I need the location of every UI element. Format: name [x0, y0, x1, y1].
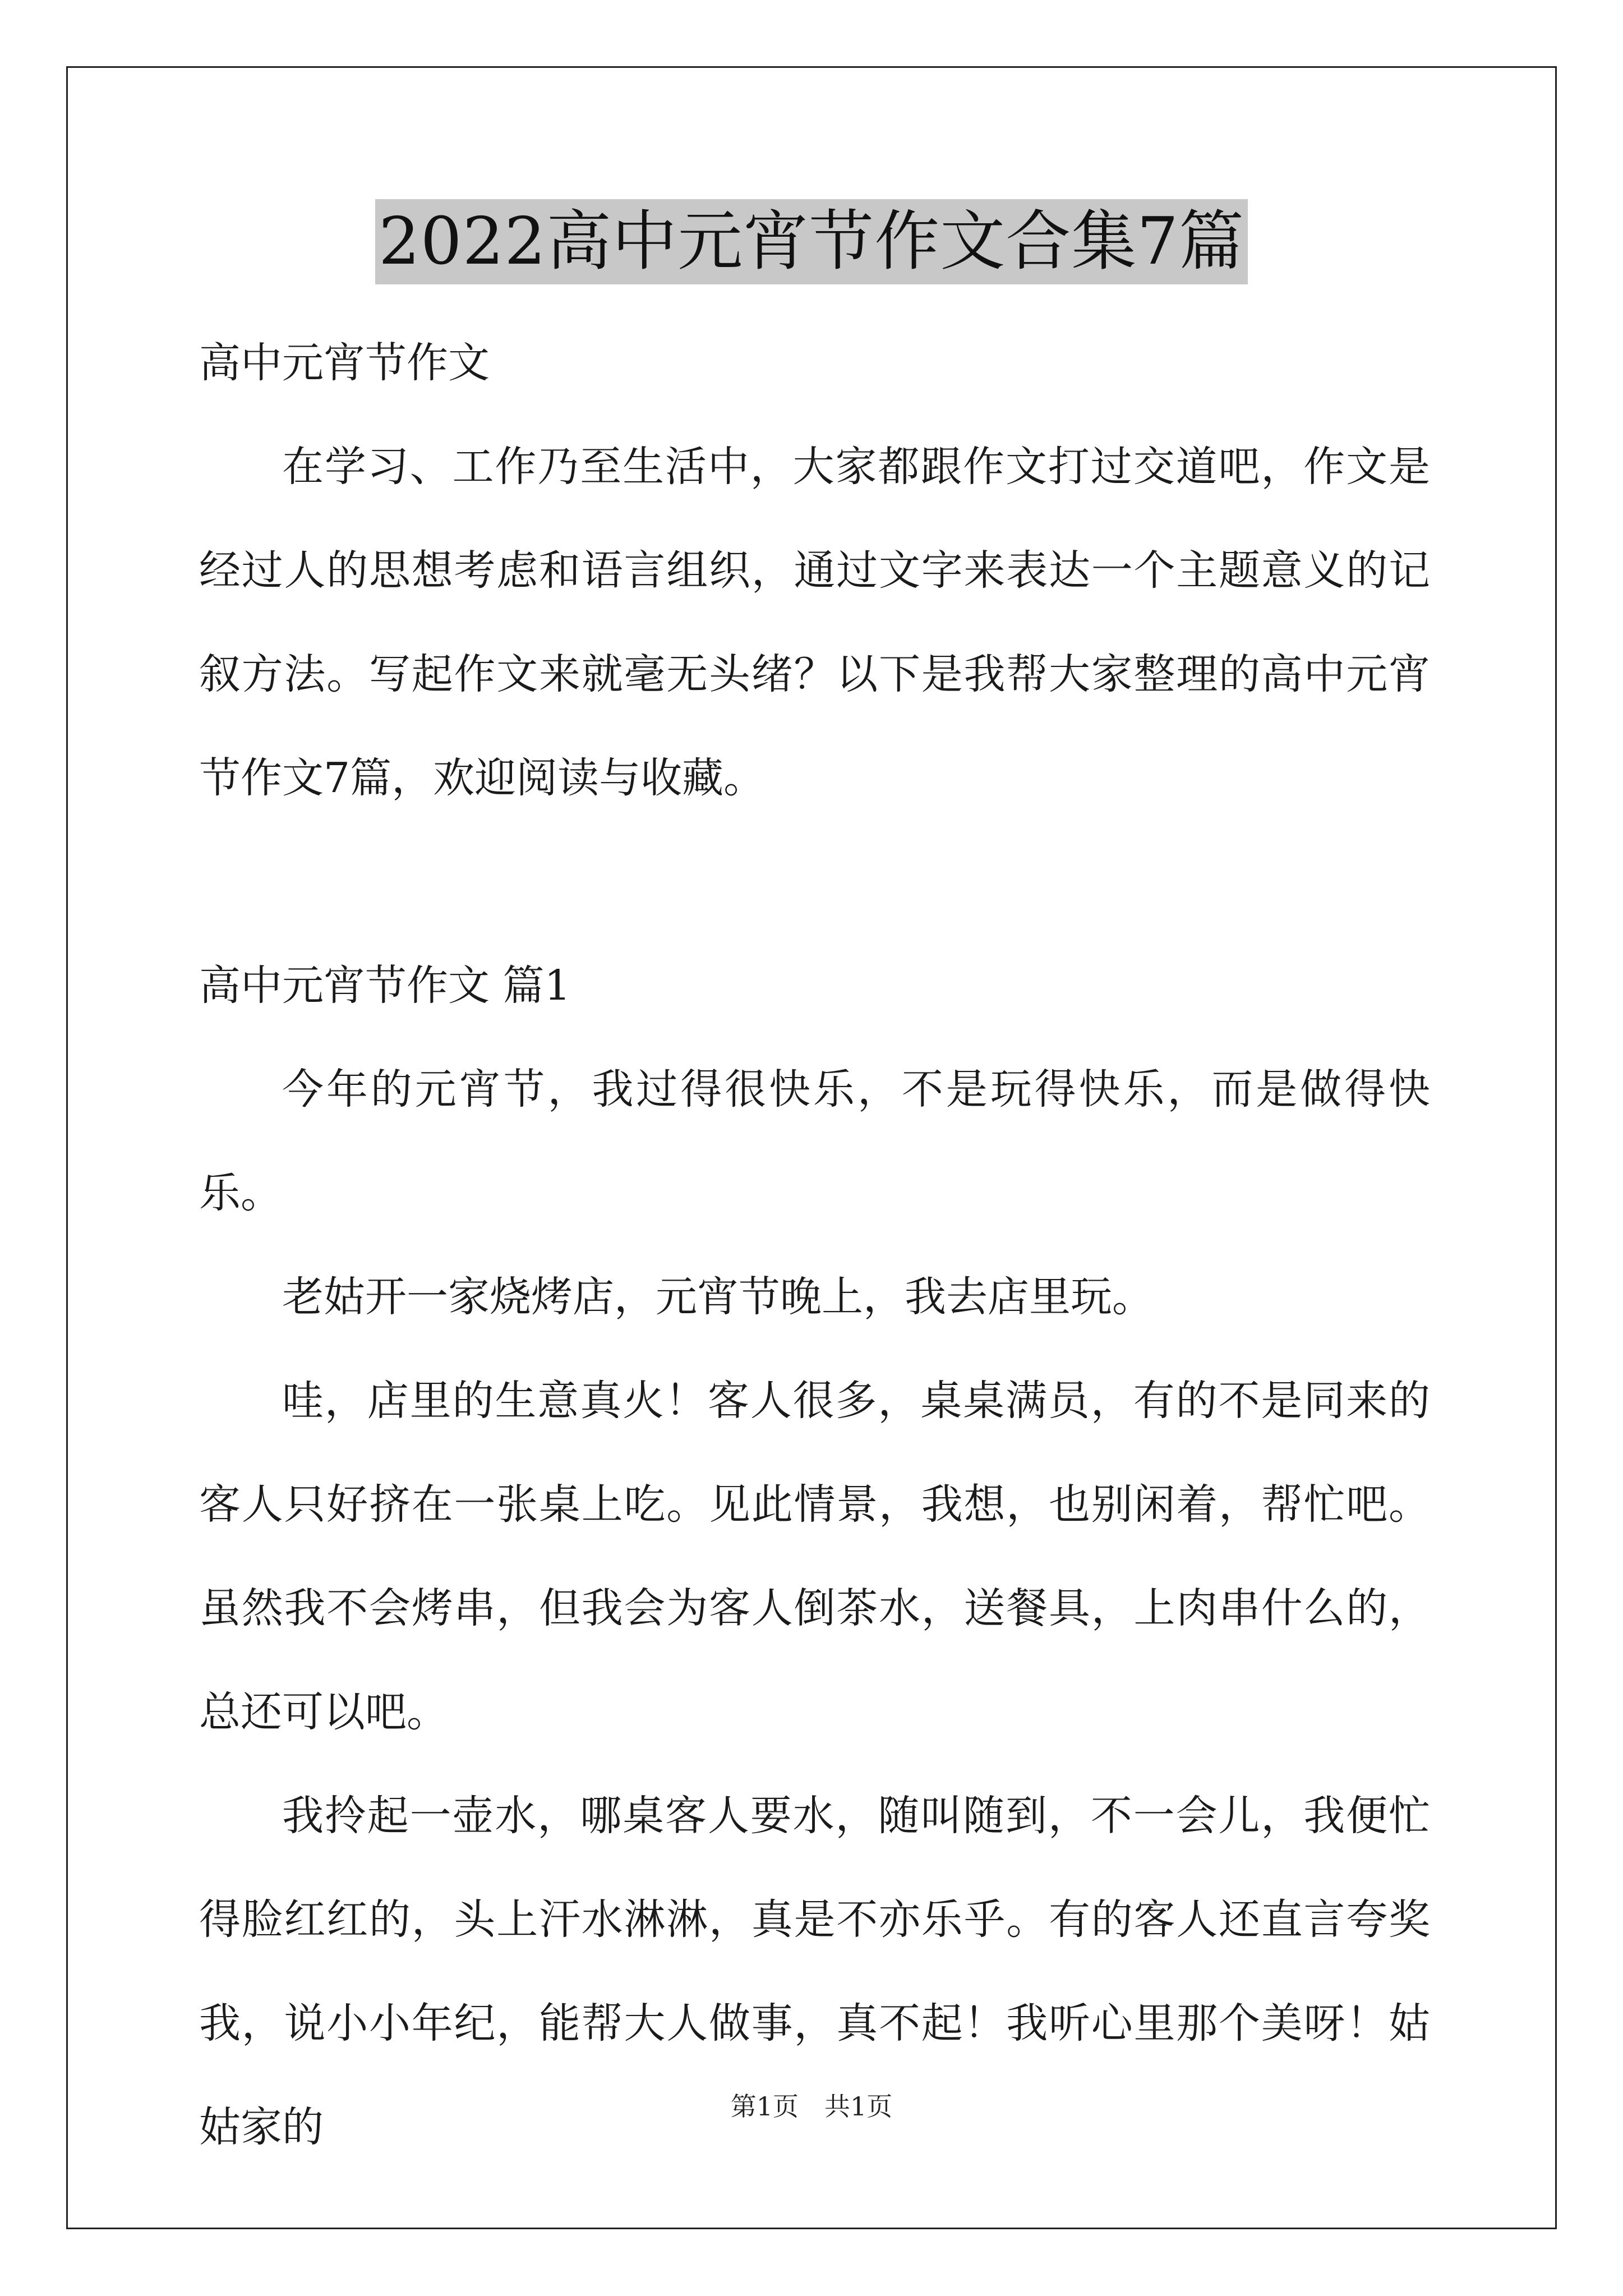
section-spacer	[199, 830, 1430, 934]
essay1-paragraph-4: 我拎起一壶水，哪桌客人要水，随叫随到，不一会儿，我便忙得脸红红的，头上汗水淋淋，真是不亦乐乎。有的客人还直言夸奖我，说小小年纪，能帮大人做事，真不起！我听心里那个美呀！姑姑家的	[199, 1792, 1430, 2151]
essay1-paragraph-2: 老姑开一家烧烤店，元宵节晚上，我去店里玩。	[282, 1273, 1154, 1321]
document-body	[199, 311, 1430, 2179]
essay1-heading: 高中元宵节作文 篇1	[199, 961, 571, 1010]
document-title: 2022高中元宵节作文合集7篇	[375, 199, 1248, 284]
title-container	[0, 199, 1623, 284]
page-footer	[0, 2090, 1623, 2123]
essay1-paragraph-1: 今年的元宵节，我过得很快乐，不是玩得快乐，而是做得快乐。	[199, 1065, 1430, 1217]
essay1-paragraph-3: 哇，店里的生意真火！客人很多，桌桌满员，有的不是同来的客人只好挤在一张桌上吃。见此情景，我想，也别闲着，帮忙吧。虽然我不会烤串，但我会为客人倒茶水，送餐具，上肉串什么的，总还可以吧。	[199, 1377, 1430, 1736]
page-number: 第1页 共1页	[730, 2091, 893, 2122]
intro-heading: 高中元宵节作文	[199, 339, 490, 387]
intro-paragraph: 在学习、工作乃至生活中，大家都跟作文打过交道吧，作文是经过人的思想考虑和语言组织，通过文字来表达一个主题意义的记叙方法。写起作文来就毫无头绪？以下是我帮大家整理的高中元宵节作文7篇，欢迎阅读与收藏。	[199, 443, 1430, 802]
